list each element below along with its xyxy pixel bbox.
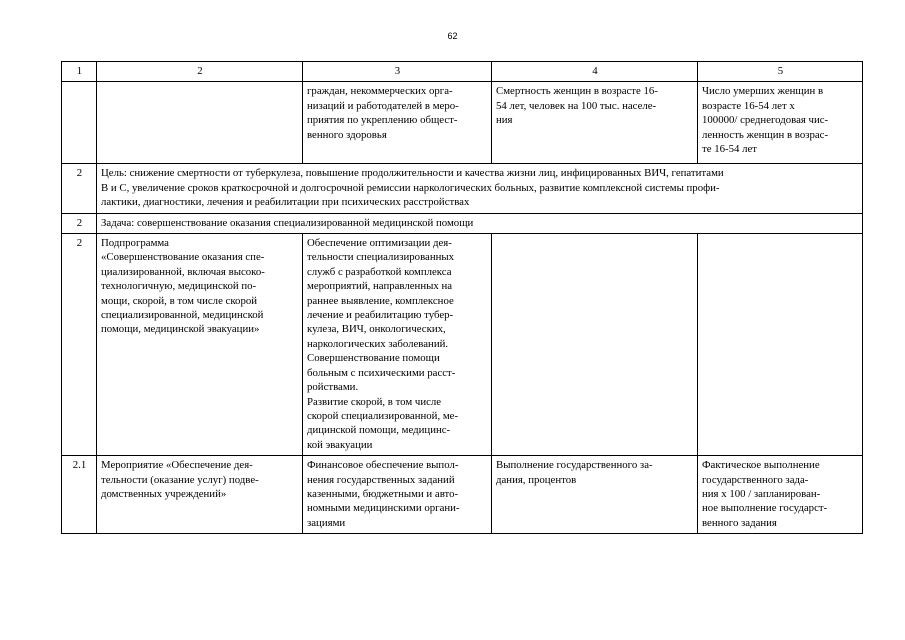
subprogram-row bbox=[62, 234, 863, 456]
goal-text: Цель: снижение смертности от туберкулеза, повышение продолжительности и качества жизни лиц, инфицированных ВИЧ, гепатитами В и С, увеличение сроков краткосрочной и долгосрочной ремиссии наркологических больных, развитие комплексной системы профи- лактики, диагностики, лечения и реабилитации при психических расстройствах bbox=[97, 164, 863, 213]
measure-name: Мероприятие «Обеспечение дея- тельности (оказание услуг) подве- домственных учреждений» bbox=[97, 456, 303, 534]
header-col-2: 2 bbox=[97, 62, 303, 82]
table-row bbox=[62, 82, 863, 164]
header-col-3: 3 bbox=[303, 62, 492, 82]
measure-number: 2.1 bbox=[62, 456, 97, 534]
measure-formula: Фактическое выполнение государственного зада- ния х 100 / запланирован- ное выполнение государст- венного задания bbox=[698, 456, 863, 534]
measure-description: Финансовое обеспечение выпол- нения государственных заданий казенными, бюджетными и авто- номными медицинскими органи- зациями bbox=[303, 456, 492, 534]
header-row bbox=[62, 62, 863, 82]
row-indicator: Смертность женщин в возрасте 16- 54 лет, человек на 100 тыс. населе- ния bbox=[492, 82, 698, 164]
measure-indicator: Выполнение государственного за- дания, процентов bbox=[492, 456, 698, 534]
header-col-4: 4 bbox=[492, 62, 698, 82]
header-col-1: 1 bbox=[62, 62, 97, 82]
subprogram-formula bbox=[698, 234, 863, 456]
subprogram-description: Обеспечение оптимизации дея- тельности специализированных служб с разработкой комплекса мероприятий, направленных на раннее выявление, комплексное лечение и реабилитацию тубер- кулеза, ВИЧ, онкологических, наркологических заболеваний. Совершенствование помощи больным с психическими расст- ройствами. Развитие скорой, в том числе скорой специализированной, ме- дицинской помощи, медицинс- кой эвакуации bbox=[303, 234, 492, 456]
row-name bbox=[97, 82, 303, 164]
goal-row bbox=[62, 164, 863, 213]
row-description: граждан, некоммерческих орга- низаций и работодателей в меро- приятия по укреплению общест- венного здоровья bbox=[303, 82, 492, 164]
task-row bbox=[62, 213, 863, 233]
subprogram-number: 2 bbox=[62, 234, 97, 456]
subprogram-name: Подпрограмма «Совершенствование оказания спе- циализированной, включая высоко- технологичную, медицинской по- мощи, скорой, в том числе скорой специализированной, медицинской помощи, медицинской эвакуации» bbox=[97, 234, 303, 456]
task-text: Задача: совершенствование оказания специализированной медицинской помощи bbox=[97, 213, 863, 233]
subprogram-indicator bbox=[492, 234, 698, 456]
header-col-5: 5 bbox=[698, 62, 863, 82]
goal-number: 2 bbox=[62, 164, 97, 213]
row-formula: Число умерших женщин в возрасте 16-54 лет х 100000/ среднегодовая чис- ленность женщин в возрас- те 16-54 лет bbox=[698, 82, 863, 164]
measure-row bbox=[62, 456, 863, 534]
document-table bbox=[61, 61, 863, 534]
page-number: 62 bbox=[447, 31, 458, 41]
task-number: 2 bbox=[62, 213, 97, 233]
row-number bbox=[62, 82, 97, 164]
